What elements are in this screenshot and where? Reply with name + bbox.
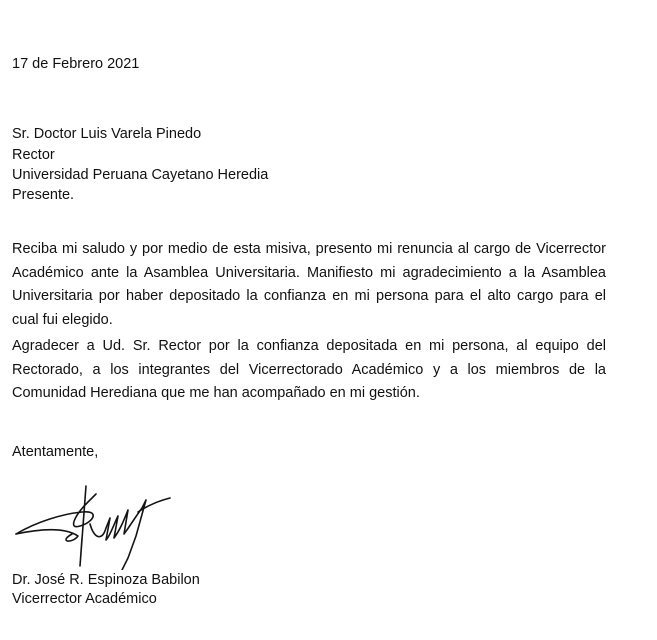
signer-name: Dr. José R. Espinoza Babilon bbox=[12, 572, 200, 588]
body-paragraph-1: Reciba mi saludo y por medio de esta misiva, presento mi renuncia al cargo de Vicerrector Académico ante la Asamblea Universitaria. Manifiesto mi agradecimiento a la Asamblea Universitaria por haber depositado la confianza en mi persona para el alto cargo para el cual fui elegido. bbox=[12, 241, 606, 328]
recipient-title: Rector bbox=[12, 147, 55, 163]
recipient-name: Sr. Doctor Luis Varela Pinedo bbox=[12, 126, 202, 142]
signer-title: Vicerrector Académico bbox=[12, 591, 157, 607]
closing-salutation: Atentamente, bbox=[12, 444, 99, 460]
recipient-presente: Presente. bbox=[12, 187, 75, 203]
body-paragraph-2: Agradecer a Ud. Sr. Rector por la confianza depositada en mi persona, al equipo del Rectorado, a los integrantes del Vicerrectorado Académico y a los miembros de la Comunidad Herediana que me han acompañado en mi gestión. bbox=[12, 338, 606, 401]
letter-date: 17 de Febrero 2021 bbox=[12, 56, 140, 72]
recipient-institution: Universidad Peruana Cayetano Heredia bbox=[12, 167, 269, 183]
handwritten-signature bbox=[14, 478, 174, 570]
